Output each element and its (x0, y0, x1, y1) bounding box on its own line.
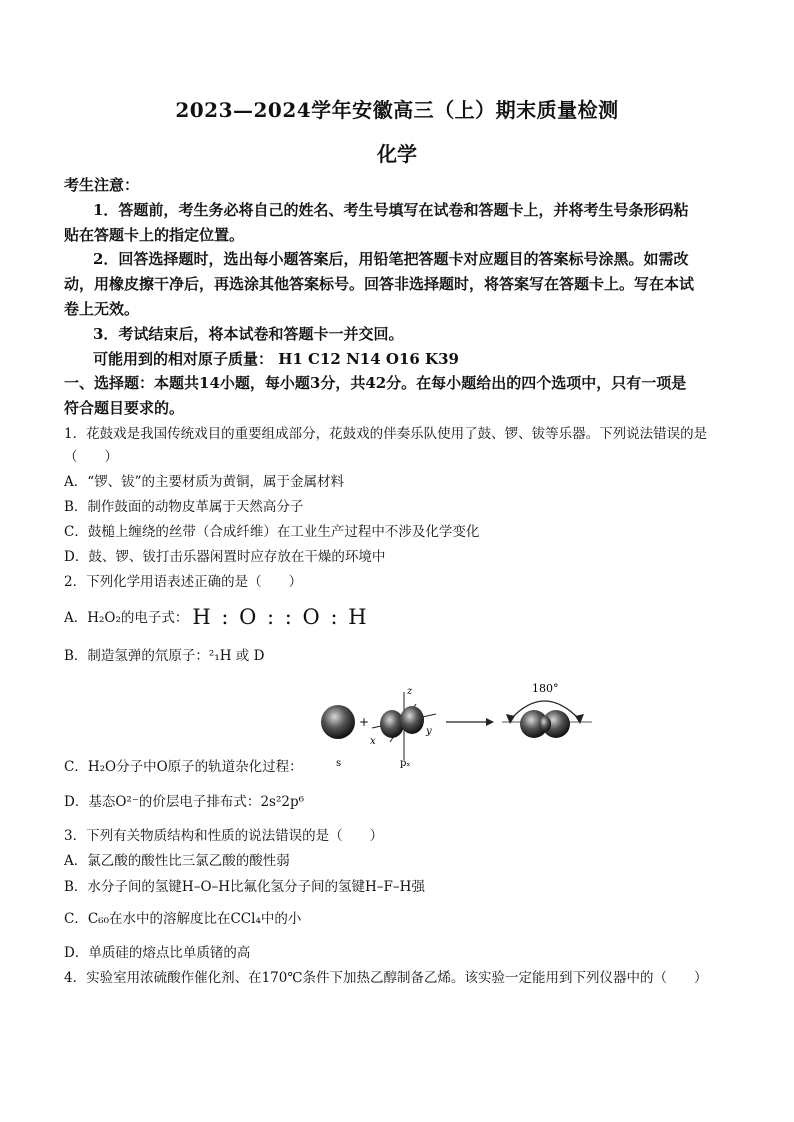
notice-item-2-line-1: 2．回答选择题时，选出每小题答案后，用铅笔把答题卡对应题目的答案标号涂黑。如需改 (93, 250, 689, 268)
q2-option-a (64, 606, 734, 629)
page-title: 2023—2024学年安徽高三（上）期末质量检测 (175, 98, 619, 122)
notice-item-1-line-1: 1．答题前，考生务必将自己的姓名、考生号填写在试卷和答题卡上，并将考生号条形码粘 (93, 201, 689, 219)
q3-stem: 3．下列有关物质结构和性质的说法错误的是（ ） (64, 828, 384, 844)
q3-option-a: A．氯乙酸的酸性比三氯乙酸的酸性弱 (64, 853, 290, 869)
section-1-heading-line-1: 一、选择题：本题共14小题，每小题3分，共42分。在每小题给出的四个选项中，只有一项是 (64, 374, 687, 392)
q1-option-b: B．制作鼓面的动物皮革属于天然高分子 (64, 499, 304, 515)
section-1-heading-line-2: 符合题目要求的。 (64, 399, 185, 417)
label-px: pₓ (400, 758, 411, 769)
q4-stem: 4．实验室用浓硫酸作催化剂、在170℃条件下加热乙醇制备乙烯。该实验一定能用到下列仪器中的（ ） (64, 970, 708, 986)
plus-sign: + (359, 715, 370, 729)
q2-a-label: H₂O₂的电子式： (87, 610, 189, 626)
s-orbital-sphere (321, 705, 355, 739)
q2-a-prefix: A． (64, 610, 88, 626)
q2-stem: 2．下列化学用语表述正确的是（ ） (64, 574, 303, 590)
label-s: s (336, 758, 342, 769)
q1-stem-line-1: 1．花鼓戏是我国传统戏目的重要组成部分，花鼓戏的伴奏乐队使用了鼓、锣、钹等乐器。下列说法错误的是 (64, 426, 708, 442)
q2-b-isotope: ²₁H 或 D (208, 648, 265, 664)
q2-option-b (64, 645, 734, 667)
p-orbital-lobe-right (400, 706, 424, 734)
q2-d-config: 2s²2p⁶ (260, 794, 305, 810)
q3-option-c: C．C₆₀在水中的溶解度比在CCl₄中的小 (64, 911, 302, 927)
p-orbital-lobe-left (380, 710, 404, 738)
angle-label: 180° (532, 682, 559, 695)
notice-item-2-line-3: 卷上无效。 (64, 300, 140, 318)
q2-d-prefix: D．基态O²⁻的价层电子排布式： (64, 794, 261, 810)
q1-stem-line-2: （ ） (64, 449, 118, 465)
q1-option-a: A．“锣、钹”的主要材质为黄铜，属于金属材料 (64, 474, 345, 490)
notice-item-1-line-2: 贴在答题卡上的指定位置。 (64, 226, 245, 244)
axis-x-label: x (370, 736, 376, 747)
q2-option-d (64, 791, 734, 813)
subject-title: 化学 (377, 142, 417, 166)
q2-a-electron-formula: H : O : : O : H (192, 605, 369, 629)
axis-z-label: z (407, 686, 413, 697)
notice-item-2-line-2: 动，用橡皮擦干净后，再选涂其他答案标号。回答非选择题时，将答案写在答题卡上。写在本试 (64, 275, 695, 293)
q3-option-b: B．水分子间的氢键H–O–H比氟化氢分子间的氢键H–F–H强 (64, 879, 425, 895)
axis-y-label: y (426, 726, 432, 737)
q2-b-prefix: B．制造氢弹的氘原子： (64, 648, 209, 664)
notice-heading: 考生注意： (64, 176, 140, 194)
q1-option-c: C．鼓槌上缠绕的丝带（合成纤维）在工业生产过程中不涉及化学变化 (64, 524, 480, 540)
atomic-masses: 可能用到的相对原子质量： H1 C12 N14 O16 K39 (93, 350, 459, 368)
notice-item-3: 3．考试结束后，将本试卷和答题卡一并交回。 (93, 325, 404, 343)
q1-option-d: D．鼓、锣、钹打击乐器闲置时应存放在干燥的环境中 (64, 549, 386, 565)
q2-option-c: C．H₂O分子中O原子的轨道杂化过程： (64, 759, 303, 775)
q3-option-d: D．单质硅的熔点比单质锗的高 (64, 945, 251, 961)
